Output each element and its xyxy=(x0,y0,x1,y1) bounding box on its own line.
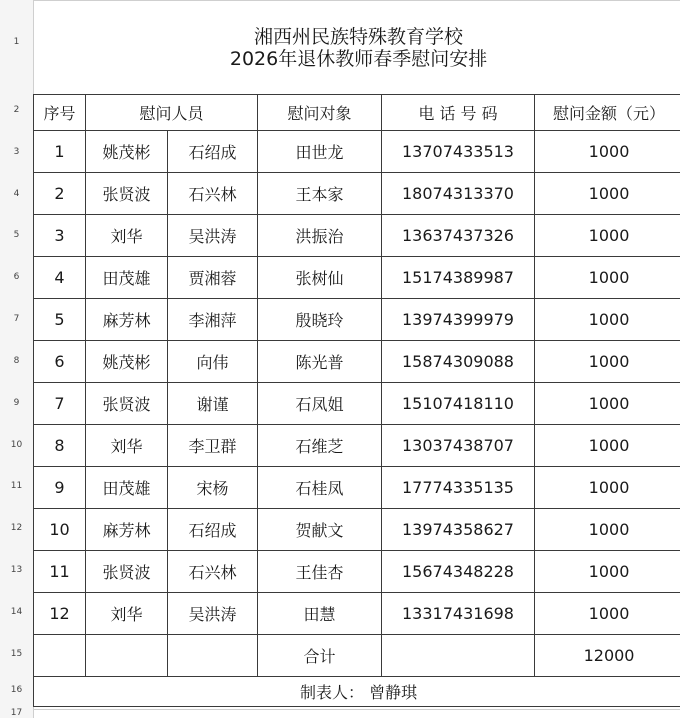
cell-visitor-1[interactable]: 刘华 xyxy=(86,215,168,257)
cell-phone[interactable]: 15674348228 xyxy=(382,551,535,593)
row-number[interactable]: 4 xyxy=(0,189,33,199)
header-visitors[interactable]: 慰问人员 xyxy=(86,95,258,131)
cell-amount[interactable]: 1000 xyxy=(535,383,680,425)
page-title[interactable] xyxy=(34,1,680,95)
cell-phone[interactable]: 13317431698 xyxy=(382,593,535,635)
row-number[interactable]: 16 xyxy=(0,685,33,695)
cell-visitor-2[interactable]: 石绍成 xyxy=(168,131,258,173)
cell-visitor-2[interactable]: 石绍成 xyxy=(168,509,258,551)
table-row xyxy=(34,341,680,383)
cell-visitor-1[interactable]: 姚茂彬 xyxy=(86,341,168,383)
total-amount[interactable]: 12000 xyxy=(535,635,680,677)
cell-amount[interactable]: 1000 xyxy=(535,425,680,467)
header-amount[interactable]: 慰问金额（元） xyxy=(535,95,680,131)
table-row xyxy=(34,131,680,173)
cell-seq[interactable]: 4 xyxy=(34,257,86,299)
cell-visitor-1[interactable]: 麻芳林 xyxy=(86,299,168,341)
row-number[interactable]: 8 xyxy=(0,356,33,366)
cell-phone[interactable]: 15174389987 xyxy=(382,257,535,299)
cell-seq[interactable]: 5 xyxy=(34,299,86,341)
cell-phone[interactable]: 18074313370 xyxy=(382,173,535,215)
row-number[interactable]: 12 xyxy=(0,523,33,533)
row-number[interactable]: 6 xyxy=(0,272,33,282)
cell-visitor-1[interactable]: 麻芳林 xyxy=(86,509,168,551)
row-number[interactable]: 15 xyxy=(0,649,33,659)
row-number[interactable]: 2 xyxy=(0,105,33,115)
cell-phone[interactable]: 13974399979 xyxy=(382,299,535,341)
cell-visitor-2[interactable]: 石兴林 xyxy=(168,173,258,215)
header-row xyxy=(34,95,680,131)
cell-target[interactable]: 洪振治 xyxy=(258,215,382,257)
table-row xyxy=(34,299,680,341)
visit-table xyxy=(33,0,680,707)
cell-target[interactable]: 田世龙 xyxy=(258,131,382,173)
row-number[interactable]: 9 xyxy=(0,398,33,408)
cell-seq[interactable]: 9 xyxy=(34,467,86,509)
table-row xyxy=(34,215,680,257)
cell-seq[interactable]: 6 xyxy=(34,341,86,383)
row-number-column xyxy=(0,0,34,718)
cell-empty[interactable] xyxy=(86,635,168,677)
cell-amount[interactable]: 1000 xyxy=(535,299,680,341)
cell-visitor-1[interactable]: 张贤波 xyxy=(86,383,168,425)
cell-phone[interactable]: 13037438707 xyxy=(382,425,535,467)
cell-phone[interactable]: 13974358627 xyxy=(382,509,535,551)
cell-target[interactable]: 贺献文 xyxy=(258,509,382,551)
cell-seq[interactable]: 7 xyxy=(34,383,86,425)
cell-amount[interactable]: 1000 xyxy=(535,173,680,215)
cell-visitor-1[interactable]: 刘华 xyxy=(86,593,168,635)
cell-target[interactable]: 殷晓玲 xyxy=(258,299,382,341)
cell-amount[interactable]: 1000 xyxy=(535,131,680,173)
table-row xyxy=(34,425,680,467)
cell-visitor-2[interactable]: 贾湘蓉 xyxy=(168,257,258,299)
cell-visitor-1[interactable]: 田茂雄 xyxy=(86,467,168,509)
header-phone[interactable]: 电 话 号 码 xyxy=(382,95,535,131)
total-row xyxy=(34,635,680,677)
cell-amount[interactable]: 1000 xyxy=(535,215,680,257)
cell-target[interactable]: 田慧 xyxy=(258,593,382,635)
cell-amount[interactable]: 1000 xyxy=(535,551,680,593)
header-target[interactable]: 慰问对象 xyxy=(258,95,382,131)
cell-target[interactable]: 王本家 xyxy=(258,173,382,215)
cell-seq[interactable]: 8 xyxy=(34,425,86,467)
title-row xyxy=(34,1,680,95)
row-number[interactable]: 17 xyxy=(0,708,33,718)
cell-target[interactable]: 王佳杏 xyxy=(258,551,382,593)
cell-target[interactable]: 石凤姐 xyxy=(258,383,382,425)
table-row xyxy=(34,383,680,425)
row-number[interactable]: 14 xyxy=(0,607,33,617)
cell-visitor-2[interactable]: 向伟 xyxy=(168,341,258,383)
cell-visitor-1[interactable]: 刘华 xyxy=(86,425,168,467)
row-number[interactable]: 11 xyxy=(0,481,33,491)
cell-target[interactable]: 石维芝 xyxy=(258,425,382,467)
cell-amount[interactable]: 1000 xyxy=(535,509,680,551)
row-number[interactable]: 5 xyxy=(0,230,33,240)
cell-visitor-2[interactable]: 吴洪涛 xyxy=(168,593,258,635)
row-number[interactable]: 7 xyxy=(0,314,33,324)
cell-phone[interactable]: 13707433513 xyxy=(382,131,535,173)
cell-visitor-2[interactable]: 李湘萍 xyxy=(168,299,258,341)
header-seq[interactable]: 序号 xyxy=(34,95,86,131)
cell-empty[interactable] xyxy=(34,635,86,677)
cell-visitor-2[interactable]: 谢谨 xyxy=(168,383,258,425)
cell-seq[interactable]: 12 xyxy=(34,593,86,635)
table-row xyxy=(34,593,680,635)
cell-visitor-1[interactable]: 张贤波 xyxy=(86,173,168,215)
cell-empty[interactable] xyxy=(168,635,258,677)
cell-seq[interactable]: 3 xyxy=(34,215,86,257)
cell-phone[interactable]: 15107418110 xyxy=(382,383,535,425)
cell-visitor-2[interactable]: 宋杨 xyxy=(168,467,258,509)
cell-amount[interactable]: 1000 xyxy=(535,593,680,635)
title-line-school: 湘西州民族特殊教育学校 xyxy=(34,26,680,48)
cell-target[interactable]: 石桂凤 xyxy=(258,467,382,509)
cell-seq[interactable]: 10 xyxy=(34,509,86,551)
prepared-by[interactable]: 制表人： 曾静琪 xyxy=(34,677,680,707)
row-number[interactable]: 3 xyxy=(0,147,33,157)
row-number[interactable]: 1 xyxy=(0,37,33,47)
table-row xyxy=(34,509,680,551)
cell-seq[interactable]: 2 xyxy=(34,173,86,215)
table-row xyxy=(34,467,680,509)
cell-visitor-2[interactable]: 吴洪涛 xyxy=(168,215,258,257)
cell-amount[interactable]: 1000 xyxy=(535,257,680,299)
table-row xyxy=(34,173,680,215)
cell-visitor-1[interactable]: 田茂雄 xyxy=(86,257,168,299)
cell-visitor-1[interactable]: 姚茂彬 xyxy=(86,131,168,173)
cell-empty[interactable] xyxy=(382,635,535,677)
footer-row xyxy=(34,677,680,707)
title-line-plan: 2026年退休教师春季慰问安排 xyxy=(34,48,680,70)
cell-target[interactable]: 张树仙 xyxy=(258,257,382,299)
cell-visitor-2[interactable]: 李卫群 xyxy=(168,425,258,467)
row-number[interactable]: 10 xyxy=(0,440,33,450)
row-number[interactable]: 13 xyxy=(0,565,33,575)
cell-amount[interactable]: 1000 xyxy=(535,467,680,509)
cell-phone[interactable]: 15874309088 xyxy=(382,341,535,383)
cell-seq[interactable]: 1 xyxy=(34,131,86,173)
cell-amount[interactable]: 1000 xyxy=(535,341,680,383)
cell-seq[interactable]: 11 xyxy=(34,551,86,593)
total-label[interactable]: 合计 xyxy=(258,635,382,677)
cell-phone[interactable]: 13637437326 xyxy=(382,215,535,257)
table-row xyxy=(34,257,680,299)
cell-visitor-1[interactable]: 张贤波 xyxy=(86,551,168,593)
table-row xyxy=(34,551,680,593)
cell-target[interactable]: 陈光普 xyxy=(258,341,382,383)
cell-visitor-2[interactable]: 石兴林 xyxy=(168,551,258,593)
cell-phone[interactable]: 17774335135 xyxy=(382,467,535,509)
